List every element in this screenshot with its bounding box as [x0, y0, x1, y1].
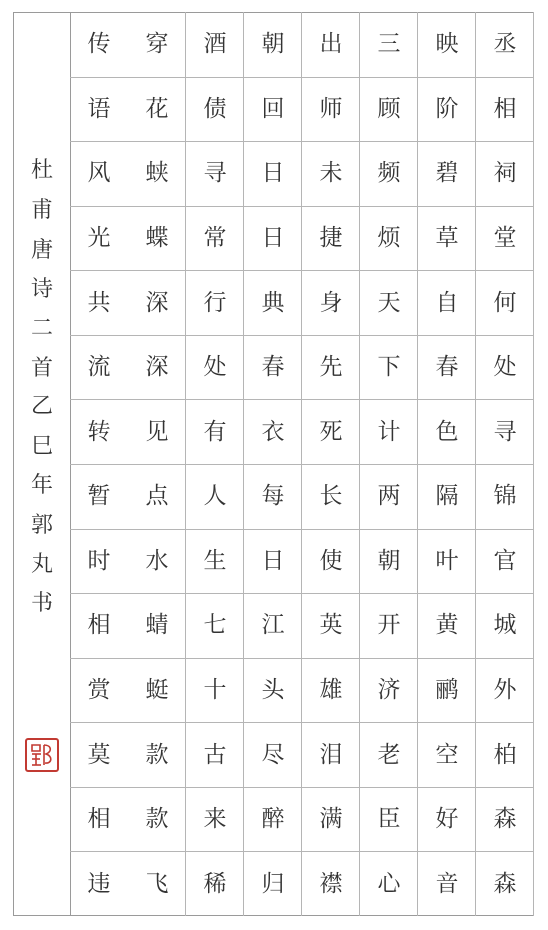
grid-cell: 频 [360, 141, 418, 206]
grid-cell: 点 [128, 464, 186, 529]
grid-cell: 赏 [70, 658, 128, 723]
grid-cell: 日 [244, 141, 302, 206]
grid-cell: 长 [302, 464, 360, 529]
grid-cell: 常 [186, 206, 244, 271]
grid-cell: 两 [360, 464, 418, 529]
grid-cell: 师 [302, 77, 360, 142]
grid-cell: 深 [128, 270, 186, 335]
grid-cell: 顾 [360, 77, 418, 142]
inscription-column [18, 140, 66, 730]
grid-cell: 祠 [476, 141, 534, 206]
grid-cell: 锦 [476, 464, 534, 529]
grid-cell: 官 [476, 529, 534, 594]
grid-cell: 时 [70, 529, 128, 594]
grid-cell: 花 [128, 77, 186, 142]
grid-cell: 每 [244, 464, 302, 529]
grid-cell: 稀 [186, 851, 244, 916]
grid-cell: 头 [244, 658, 302, 723]
grid-cell: 债 [186, 77, 244, 142]
grid-cell: 传 [87, 30, 111, 57]
grid-cell: 穿 [145, 30, 169, 57]
grid-cell: 十 [186, 658, 244, 723]
grid-column [186, 12, 244, 916]
grid-cell: 心 [360, 851, 418, 916]
grid-column [418, 12, 476, 916]
grid-cell: 泪 [302, 722, 360, 787]
grid-cell: 语 [70, 77, 128, 142]
grid-cell: 归 [244, 851, 302, 916]
grid-cell: 处 [186, 335, 244, 400]
seal-stamp [25, 738, 59, 772]
grid-cell: 蝶 [128, 206, 186, 271]
grid-cell: 城 [476, 593, 534, 658]
grid-cell: 草 [418, 206, 476, 271]
grid-cell: 回 [244, 77, 302, 142]
inscription-char: 杜 [30, 158, 53, 183]
inscription-char: 乙 [30, 394, 53, 419]
grid-cell: 七 [186, 593, 244, 658]
inscription-char: 书 [30, 591, 53, 616]
grid-cell: 衣 [244, 399, 302, 464]
inscription-char: 唐 [30, 238, 53, 263]
grid-cell: 人 [186, 464, 244, 529]
grid-cell: 寻 [186, 141, 244, 206]
grid-cell: 音 [418, 851, 476, 916]
grid-cell: 隔 [418, 464, 476, 529]
grid-cell: 济 [360, 658, 418, 723]
grid-cell: 日 [244, 206, 302, 271]
grid-cell: 堂 [476, 206, 534, 271]
grid-cell: 风 [70, 141, 128, 206]
inscription-char: 甫 [30, 198, 53, 223]
grid-cell: 开 [360, 593, 418, 658]
grid-cell: 相 [70, 593, 128, 658]
grid-cell: 色 [418, 399, 476, 464]
grid-cell: 款 [128, 787, 186, 852]
grid-cell: 水 [128, 529, 186, 594]
grid-cell: 何 [476, 270, 534, 335]
grid-cell: 好 [418, 787, 476, 852]
grid-cell: 鹂 [418, 658, 476, 723]
grid-cell: 身 [302, 270, 360, 335]
grid-cell: 襟 [302, 851, 360, 916]
inscription-char: 首 [30, 356, 53, 381]
grid-cell: 丞 [493, 30, 517, 57]
grid-column [302, 12, 360, 916]
grid-cell: 违 [70, 851, 128, 916]
grid-cell: 未 [302, 141, 360, 206]
grid-cell: 森 [476, 787, 534, 852]
grid-cell: 英 [302, 593, 360, 658]
grid-cell: 行 [186, 270, 244, 335]
grid-cell: 飞 [128, 851, 186, 916]
grid-cell: 臣 [360, 787, 418, 852]
grid-cell: 雄 [302, 658, 360, 723]
grid-cell: 老 [360, 722, 418, 787]
grid-cell: 光 [70, 206, 128, 271]
grid-cell: 朝 [360, 529, 418, 594]
seal-glyph-icon [27, 740, 57, 770]
grid-cell: 三 [377, 30, 401, 57]
grid-cell: 来 [186, 787, 244, 852]
grid-cell: 处 [476, 335, 534, 400]
grid-cell: 江 [244, 593, 302, 658]
grid-cell: 酒 [203, 30, 227, 57]
grid-cell: 尽 [244, 722, 302, 787]
grid-column [128, 12, 186, 916]
inscription-char: 二 [30, 316, 53, 341]
grid-cell: 自 [418, 270, 476, 335]
inscription-char: 诗 [30, 277, 53, 302]
grid-cell: 典 [244, 270, 302, 335]
grid-cell: 空 [418, 722, 476, 787]
grid-cell: 碧 [418, 141, 476, 206]
grid-cell: 莫 [70, 722, 128, 787]
grid-cell: 流 [70, 335, 128, 400]
grid-cell: 蜻 [128, 593, 186, 658]
grid-cell: 使 [302, 529, 360, 594]
grid-column [360, 12, 418, 916]
grid-cell: 计 [360, 399, 418, 464]
grid-cell: 春 [418, 335, 476, 400]
grid-cell: 款 [128, 722, 186, 787]
grid-cell: 共 [70, 270, 128, 335]
grid-column [476, 12, 534, 916]
grid-cell: 满 [302, 787, 360, 852]
grid-cell: 相 [476, 77, 534, 142]
grid-cell: 蜓 [128, 658, 186, 723]
grid-cell: 柏 [476, 722, 534, 787]
grid-cell: 先 [302, 335, 360, 400]
grid-cell: 暂 [70, 464, 128, 529]
grid-cell: 外 [476, 658, 534, 723]
inscription-char: 年 [30, 473, 53, 498]
inscription-char: 郭 [30, 513, 53, 538]
inscription-char: 丸 [30, 552, 53, 577]
grid-cell: 阶 [418, 77, 476, 142]
grid-cell: 日 [244, 529, 302, 594]
grid-cell: 有 [186, 399, 244, 464]
grid-cell: 春 [244, 335, 302, 400]
grid-cell: 出 [319, 30, 343, 57]
grid-cell: 深 [128, 335, 186, 400]
grid-cell: 映 [435, 30, 459, 57]
grid-cell: 醉 [244, 787, 302, 852]
grid-cell: 古 [186, 722, 244, 787]
grid-cell: 天 [360, 270, 418, 335]
grid-cell: 死 [302, 399, 360, 464]
grid-cell: 相 [70, 787, 128, 852]
character-grid [70, 12, 534, 916]
inscription-char: 巳 [30, 434, 53, 459]
grid-column [244, 12, 302, 916]
grid-cell: 叶 [418, 529, 476, 594]
grid-cell: 烦 [360, 206, 418, 271]
grid-cell: 寻 [476, 399, 534, 464]
grid-cell: 生 [186, 529, 244, 594]
grid-cell: 蛱 [128, 141, 186, 206]
grid-cell: 转 [70, 399, 128, 464]
grid-column [70, 12, 128, 916]
grid-cell: 朝 [261, 30, 285, 57]
grid-cell: 下 [360, 335, 418, 400]
grid-cell: 见 [128, 399, 186, 464]
grid-cell: 黄 [418, 593, 476, 658]
grid-cell: 森 [476, 851, 534, 916]
grid-cell: 捷 [302, 206, 360, 271]
